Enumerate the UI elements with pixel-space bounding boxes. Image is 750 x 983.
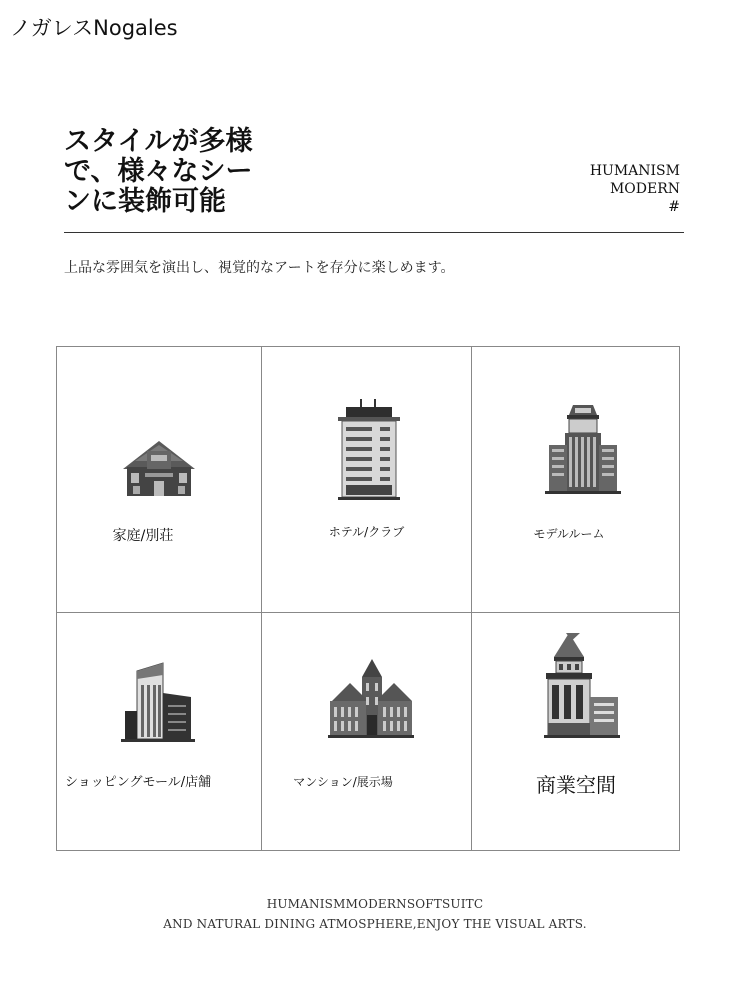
headline-line-2: で、様々なシー xyxy=(64,156,253,187)
scene-card-hotel xyxy=(262,347,471,612)
divider xyxy=(64,232,684,233)
scene-card-mansion xyxy=(262,613,471,851)
hotel-icon xyxy=(338,399,400,501)
scene-label: ホテル/クラブ xyxy=(328,525,405,539)
headline xyxy=(64,127,294,217)
scene-label: マンション/展示場 xyxy=(293,775,393,789)
headline-line-1: スタイルが多様 xyxy=(64,126,253,157)
subtitle: 上品な雰囲気を演出し、視覚的なアートを存分に楽しめます。 xyxy=(64,260,455,276)
scene-label: モデルルーム xyxy=(533,527,605,541)
brand-name: ノガレスNogales xyxy=(10,16,178,40)
mall-icon xyxy=(121,661,195,743)
tagline-line-1: HUMANISM xyxy=(589,163,680,179)
tagline-line-3: # xyxy=(668,199,680,215)
office-tower-icon xyxy=(545,405,621,495)
footer-line-2: AND NATURAL DINING ATMOSPHERE,ENJOY THE VISUAL ARTS. xyxy=(163,917,587,931)
scene-card-model-room xyxy=(472,347,680,612)
scene-label: ショッピングモール/店舗 xyxy=(65,775,212,790)
scene-card-home xyxy=(57,347,261,612)
scene-card-mall xyxy=(57,613,261,851)
tagline-line-2: MODERN xyxy=(609,181,680,197)
scene-label: 家庭/別荘 xyxy=(112,528,174,544)
mansion-icon xyxy=(328,659,414,739)
tagline xyxy=(590,162,680,216)
scene-card-commercial xyxy=(472,613,680,851)
headline-line-3: ンに装飾可能 xyxy=(64,186,226,217)
scene-grid xyxy=(56,346,680,851)
house-icon xyxy=(121,439,197,497)
commercial-tower-icon xyxy=(544,633,620,739)
footer-line-1: HUMANISMMODERNSOFTSUITC xyxy=(266,897,484,911)
scene-label: 商業空間 xyxy=(536,773,616,797)
